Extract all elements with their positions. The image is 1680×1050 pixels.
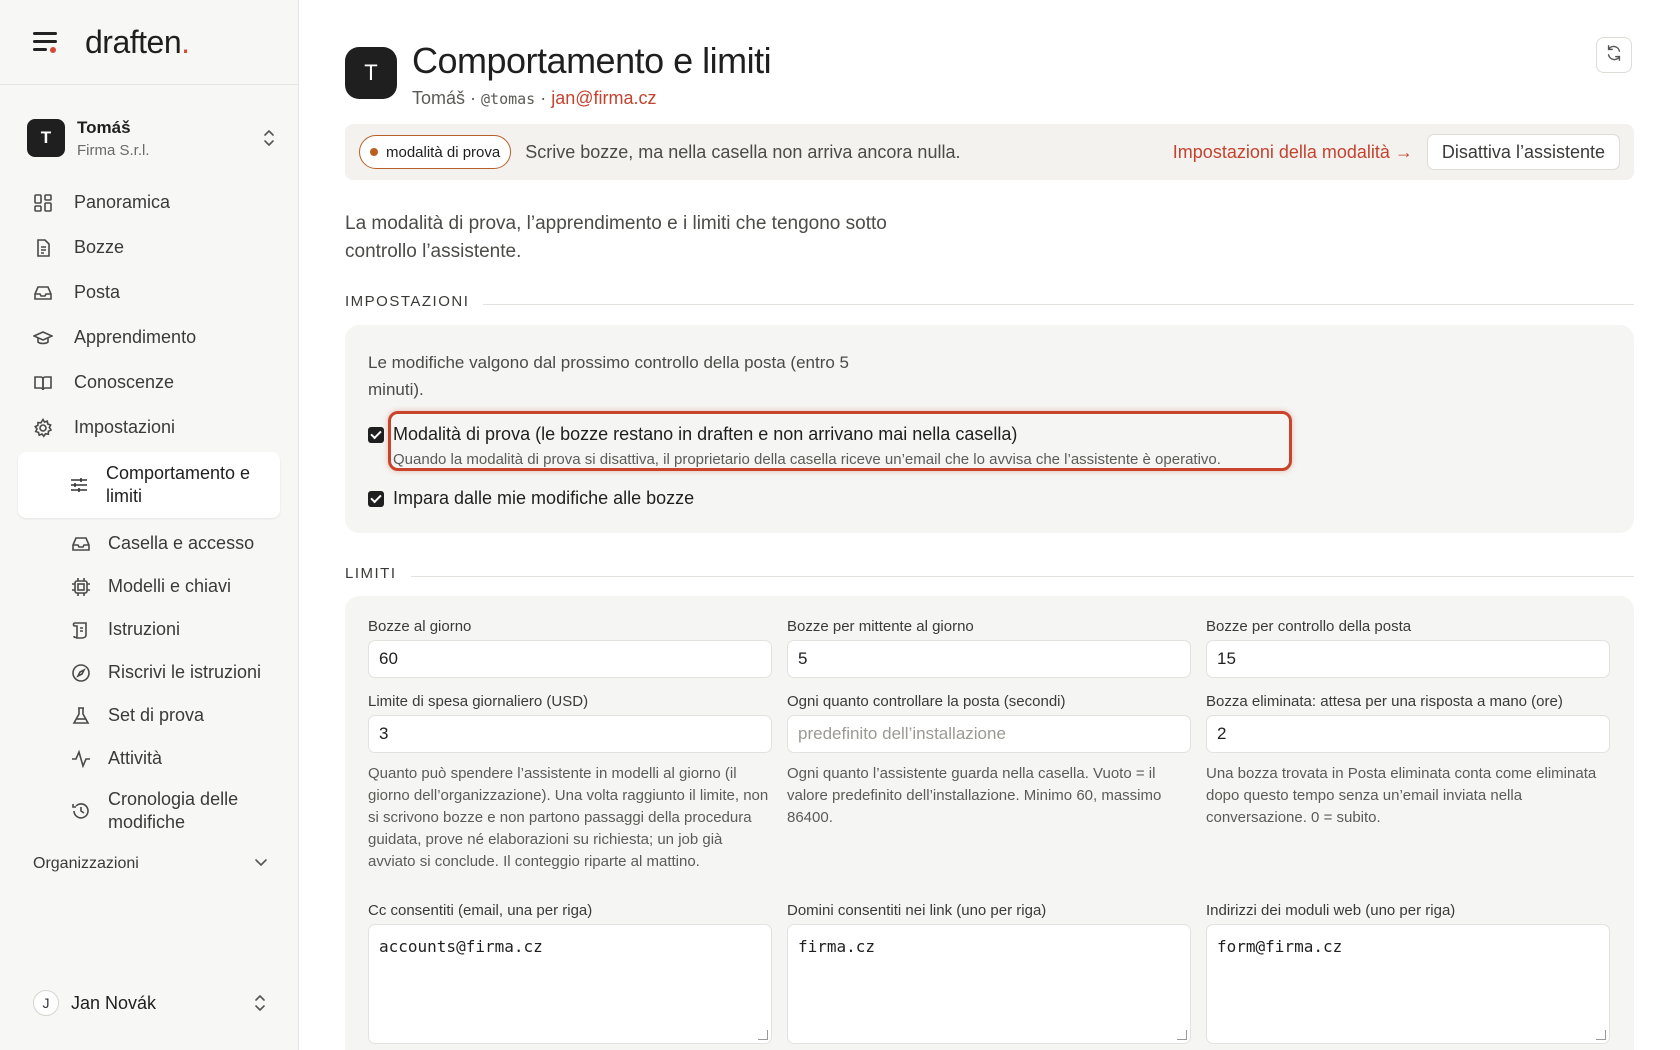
textarea-value: form@firma.cz — [1217, 937, 1343, 956]
nav-label: Impostazioni — [74, 417, 176, 437]
deleted-wait-input[interactable]: 2 — [1206, 715, 1610, 753]
field-help: Quanto può spendere l’assistente in modelli al giorno (il giorno dell’organizzazione). Una volta raggiunto il limite, non si scrivono bozze e non partono passaggi della procedura guidata, prove né elaborazioni su richiesta; un job già avviato si conclude. Il conteggio riparte al mattino. — [368, 765, 769, 870]
section-heading-limits — [345, 565, 1634, 582]
test-mode-label[interactable]: Modalità di prova (le bozze restano in draften e non arrivano mai nella casella) — [393, 424, 1018, 444]
sub-label: Set di prova — [108, 705, 205, 725]
sidebar-item-set-di-prova[interactable] — [18, 694, 280, 737]
document-icon — [32, 237, 54, 259]
field-label: Indirizzi dei moduli web (uno per riga) — [1206, 902, 1456, 919]
nav-label: Bozze — [74, 237, 125, 257]
sidebar — [0, 0, 299, 1050]
nav-label: Conoscenze — [74, 372, 175, 392]
drafts-per-check-field — [1206, 618, 1610, 678]
divider — [411, 576, 1634, 577]
web-forms-field — [1206, 902, 1610, 1044]
section-title: LIMITI — [345, 565, 397, 582]
learn-label[interactable]: Impara dalle mie modifiche alle bozze — [393, 488, 695, 508]
page-intro: La modalità di prova, l’apprendimento e i limiti che tengono sotto controllo l’assistente. — [345, 213, 887, 262]
nav-label: Apprendimento — [74, 327, 197, 347]
field-label: Cc consentiti (email, una per riga) — [368, 902, 593, 919]
chevron-up-down-icon — [261, 128, 277, 148]
nav-item-panoramica[interactable] — [18, 180, 280, 225]
workspace-avatar: T — [27, 119, 65, 157]
sidebar-item-attivita[interactable] — [18, 737, 280, 780]
sub-label: Attività — [108, 748, 163, 768]
nav-label: Panoramica — [74, 192, 171, 212]
daily-spend-input[interactable]: 3 — [368, 715, 772, 753]
sub-label: Casella e accesso — [108, 533, 255, 553]
field-label: Ogni quanto controllare la posta (secondi) — [787, 693, 1066, 710]
field-label: Bozze per mittente al giorno — [787, 618, 974, 635]
brand-logo: draften. — [85, 23, 190, 60]
scroll-icon — [70, 619, 92, 641]
nav-item-impostazioni[interactable] — [18, 405, 280, 450]
workspace-org: Firma S.r.l. — [77, 141, 150, 159]
workspace-name: Tomáš — [77, 117, 131, 137]
nav-item-apprendimento[interactable] — [18, 315, 280, 360]
field-help: Ogni quanto l’assistente guarda nella casella. Vuoto = il valore predefinito dell’installazione. Minimo 60, massimo 86400. — [787, 765, 1162, 826]
nav-label: Posta — [74, 282, 121, 302]
drafts-per-sender-input[interactable]: 5 — [787, 640, 1191, 678]
cpu-icon — [70, 576, 92, 598]
sub-label: Riscrivi le istruzioni — [108, 662, 262, 682]
field-help: Una bozza trovata in Posta eliminata conta come eliminata dopo questo tempo senza un’email inviata nella conversazione. 0 = subito. — [1206, 765, 1597, 826]
assistant-avatar: T — [345, 47, 397, 99]
resize-handle[interactable] — [1177, 1030, 1187, 1040]
nav-item-posta[interactable] — [18, 270, 280, 315]
allowed-cc-field — [368, 902, 772, 1044]
brand-bar — [0, 0, 298, 85]
nav-item-conoscenze[interactable] — [18, 360, 280, 405]
test-mode-checkbox[interactable] — [368, 427, 384, 443]
separator: · — [535, 88, 552, 108]
settings-panel — [345, 325, 1634, 533]
sidebar-item-riscrivi[interactable] — [18, 651, 280, 694]
organizations-label: Organizzazioni — [33, 855, 139, 872]
organizations-toggle[interactable] — [33, 855, 268, 873]
sub-label: Modelli e chiavi — [108, 576, 232, 596]
settings-note: Le modifiche valgono dal prossimo controllo della posta (entro 5 minuti). — [368, 353, 849, 399]
refresh-button[interactable] — [1596, 37, 1632, 73]
user-menu[interactable] — [33, 990, 268, 1016]
compass-icon — [70, 662, 92, 684]
sidebar-item-cronologia[interactable] — [18, 780, 280, 842]
owner-name: Tomáš — [412, 88, 466, 108]
drafts-per-day-input[interactable]: 60 — [368, 640, 772, 678]
activity-icon — [70, 748, 92, 770]
menu-icon[interactable] — [33, 30, 61, 54]
allowed-domains-textarea[interactable] — [787, 924, 1191, 1044]
sub-label: Istruzioni — [108, 619, 181, 639]
sliders-icon — [68, 474, 90, 496]
chevron-down-icon — [254, 855, 268, 873]
web-forms-textarea[interactable] — [1206, 924, 1610, 1044]
sub-label: Comportamento e limiti — [106, 463, 251, 506]
status-dot — [370, 148, 378, 156]
section-title: IMPOSTAZIONI — [345, 293, 470, 310]
user-avatar: J — [33, 990, 59, 1016]
textarea-value: firma.cz — [798, 937, 876, 956]
divider — [483, 304, 1634, 305]
poll-interval-input[interactable]: predefinito dell’installazione — [787, 715, 1191, 753]
owner-email[interactable]: jan@firma.cz — [551, 88, 657, 108]
field-label: Bozze al giorno — [368, 618, 472, 635]
sidebar-item-istruzioni[interactable] — [18, 608, 280, 651]
drafts-per-sender-field — [787, 618, 1191, 678]
sub-label: Cronologia delle modifiche — [108, 789, 239, 832]
banner-text: Scrive bozze, ma nella casella non arriva ancora nulla. — [525, 141, 961, 162]
textarea-value: accounts@firma.cz — [379, 937, 543, 956]
status-badge-label: modalità di prova — [386, 143, 501, 161]
field-label: Limite di spesa giornaliero (USD) — [368, 693, 589, 710]
book-icon — [32, 372, 54, 394]
settings-subnav — [18, 452, 280, 842]
owner-handle: @tomas — [481, 90, 536, 108]
page-subtitle — [412, 88, 771, 109]
deactivate-assistant-button[interactable]: Disattiva l’assistente — [1427, 134, 1620, 170]
status-badge[interactable] — [359, 135, 511, 169]
learn-option — [368, 488, 694, 509]
user-name: Jan Novák — [71, 992, 157, 1013]
allowed-domains-field — [787, 902, 1191, 1044]
separator: · — [465, 88, 482, 108]
sidebar-item-modelli[interactable] — [18, 565, 280, 608]
daily-spend-field — [368, 693, 772, 873]
deleted-wait-field — [1206, 693, 1610, 829]
sidebar-item-casella[interactable] — [18, 522, 280, 565]
field-label: Domini consentiti nei link (uno per riga) — [787, 902, 1047, 919]
inbox-icon — [70, 533, 92, 555]
test-mode-help: Quando la modalità di prova si disattiva, il proprietario della casella riceve un’email che lo avvisa che l’assistente è operativo. — [393, 451, 1221, 468]
poll-interval-field — [787, 693, 1191, 829]
drafts-per-day-field — [368, 618, 772, 678]
field-label: Bozza eliminata: attesa per una risposta a mano (ore) — [1206, 693, 1563, 710]
resize-handle[interactable] — [758, 1030, 768, 1040]
resize-handle[interactable] — [1596, 1030, 1606, 1040]
mode-settings-link[interactable]: Impostazioni della modalità → — [1172, 141, 1413, 162]
workspace-switcher[interactable] — [27, 112, 277, 164]
nav-item-bozze[interactable] — [18, 225, 280, 270]
mode-banner — [345, 124, 1634, 180]
page-title: Comportamento e limiti — [412, 40, 772, 81]
allowed-cc-textarea[interactable] — [368, 924, 772, 1044]
test-mode-option — [368, 424, 1221, 468]
inbox-icon — [32, 282, 54, 304]
refresh-icon — [1605, 44, 1623, 67]
learn-checkbox[interactable] — [368, 491, 384, 507]
section-heading-settings — [345, 293, 1634, 310]
sidebar-item-comportamento[interactable] — [18, 452, 280, 518]
history-icon — [70, 800, 92, 822]
drafts-per-check-input[interactable]: 15 — [1206, 640, 1610, 678]
gear-icon — [32, 417, 54, 439]
page-header — [345, 40, 771, 109]
main-nav — [18, 180, 280, 842]
chevron-up-down-icon — [252, 993, 268, 1013]
dashboard-icon — [32, 192, 54, 214]
flask-icon — [70, 705, 92, 727]
graduation-cap-icon — [32, 327, 54, 349]
field-label: Bozze per controllo della posta — [1206, 618, 1412, 635]
limits-panel — [345, 596, 1634, 1050]
